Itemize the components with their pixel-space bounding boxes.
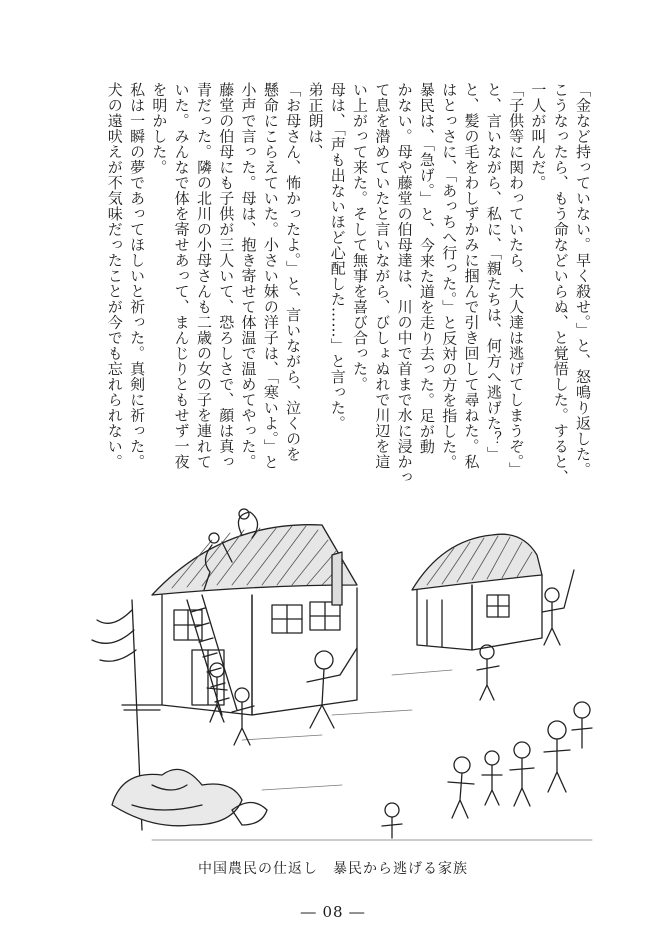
right-house [412,534,542,650]
text-line: 藤堂の伯母にも子供が三人いて、恐ろしさで、顔は真っ [217,82,236,470]
village-illustration [92,500,602,850]
text-line: 犬の遠吠えが不気味だったことが今でも忘れられない。 [105,82,124,470]
text-line: と、言いながら、私に、「親たちは、何方へ逃げた？」 [484,82,503,462]
vertical-body-text [105,82,594,485]
text-line: かない。母や藤堂の伯母達は、川の中で首まで水に浸かっ [395,82,414,485]
illustration-caption: 中国農民の仕返し 暴民から逃げる家族 [198,861,468,877]
rocks [112,769,267,825]
text-line: 弟正朗は、 [306,82,325,160]
fleeing-family [382,702,592,838]
text-line: こうなったら、もう命などいらぬ、と覚悟した。すると、 [551,82,570,485]
text-line: はとっさに、「あっちへ行った。」と反対の方を指した。 [440,82,459,470]
left-house [152,509,357,715]
page-number: ― 08 ― [300,903,366,921]
text-line: い上がって来た。そして無事を喜び合った。 [351,82,370,392]
text-line: を明かした。 [150,82,169,175]
text-line: 青だった。隣の北川の小母さんも二歳の女の子を連れて [194,82,213,470]
text-line: いた。みんなで体を寄せあって、まんじりともせず一夜 [172,82,191,470]
text-line: 暴民は、「急げ。」と、今来た道を走り去った。足が動 [417,82,436,455]
text-line: 「子供等に関わっていたら、大人達は逃げてしまうぞ。」 [507,82,526,478]
text-line: 「お母さん、怖かったよ。」と、言いながら、泣くのを [284,82,303,462]
text-line: 私は一瞬の夢であってほしいと祈った。真剣に祈った。 [128,82,147,470]
text-line: 母は、「声も出ないほど心配した……」と言った。 [328,82,347,431]
text-line: て息を潜めていたと言いながら、びしょぬれで川辺を這 [373,82,392,470]
figure-group-right [477,570,574,700]
text-line: と、髪の毛をわしずかみに掴んで引き回して尋ねた。私 [462,82,481,470]
text-line: 一人が叫んだ。 [529,82,548,191]
text-line: 小声で言った。母は、抱き寄せて体温で温めてやった。 [239,82,258,470]
text-line: 「金など持っていない。早く殺せ。」と、怒鳴り返した。 [574,82,592,478]
text-line: 懸命にこらえていた。小さい妹の洋子は、「寒いよ。」と [261,82,280,470]
figure-group-left [207,648,357,745]
ladder [187,595,237,715]
